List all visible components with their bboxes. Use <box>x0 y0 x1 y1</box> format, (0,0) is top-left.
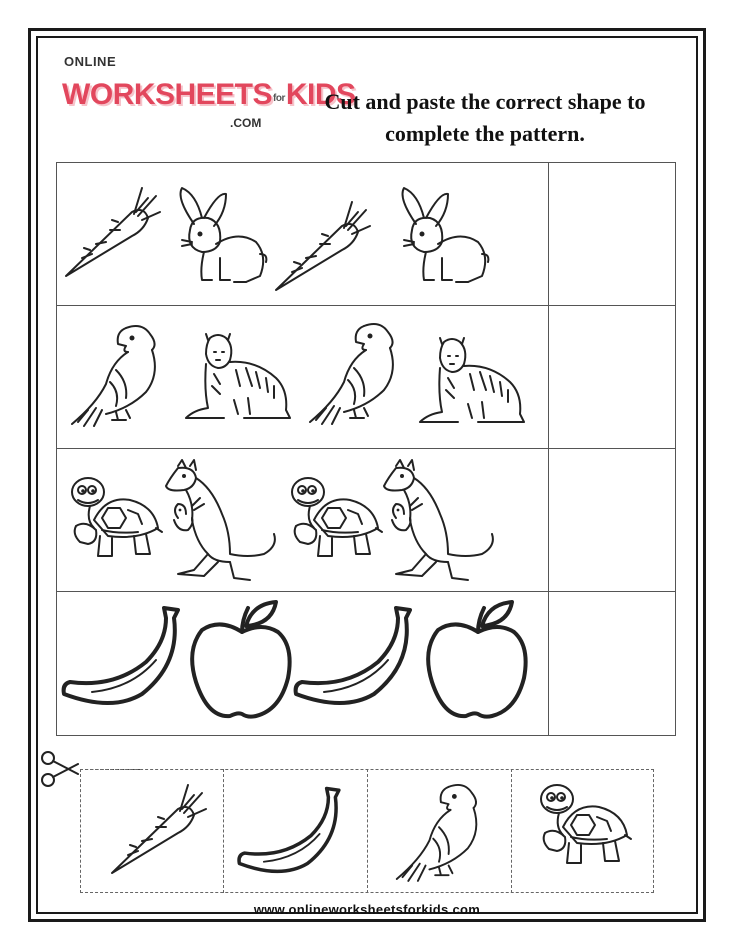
carrot-icon <box>108 779 208 879</box>
cutout-divider-3 <box>511 769 512 893</box>
apple-icon <box>426 598 530 722</box>
logo-com-text: .COM <box>230 116 262 130</box>
logo-for-text: for <box>273 93 285 104</box>
parrot-icon <box>66 320 166 428</box>
cutout-piece-banana[interactable] <box>225 771 366 891</box>
turtle-icon <box>288 470 382 564</box>
parrot-icon <box>391 779 487 883</box>
logo-kids-text: KIDS <box>285 78 356 111</box>
answer-slot-row-2[interactable] <box>550 307 674 447</box>
cutout-piece-parrot[interactable] <box>369 771 510 891</box>
carrot-icon <box>62 184 162 280</box>
instructions-line-1: Cut and paste the correct shape to <box>324 89 646 114</box>
parrot-icon <box>304 318 404 426</box>
grid-divider-row-2 <box>56 448 676 449</box>
tiger-icon <box>184 330 294 424</box>
grid-divider-row-1 <box>56 305 676 306</box>
apple-icon <box>190 598 294 722</box>
carrot-icon <box>272 196 372 296</box>
footer-url[interactable]: www.onlineworksheetsforkids.com <box>253 902 481 917</box>
kangaroo-icon <box>382 458 498 584</box>
cutout-piece-carrot[interactable] <box>82 771 222 891</box>
banana-icon <box>62 604 182 714</box>
cutout-divider-1 <box>223 769 224 893</box>
turtle-icon <box>68 470 162 564</box>
answer-slot-row-3[interactable] <box>550 450 674 590</box>
tiger-icon <box>418 334 528 428</box>
turtle-icon <box>537 777 631 871</box>
logo-online-text: ONLINE <box>64 54 117 69</box>
banana-icon <box>237 785 343 881</box>
kangaroo-icon <box>164 458 280 584</box>
grid-divider-row-3 <box>56 591 676 592</box>
instructions-title <box>300 86 670 150</box>
rabbit-icon <box>386 184 492 288</box>
logo-worksheets-text: WORKSHEETS <box>62 78 273 111</box>
banana-icon <box>294 604 414 714</box>
rabbit-icon <box>164 184 270 288</box>
cutout-divider-2 <box>367 769 368 893</box>
scissors-icon <box>40 748 80 790</box>
answer-slot-row-4[interactable] <box>550 593 674 735</box>
cutout-piece-turtle[interactable] <box>513 771 653 891</box>
answer-slot-row-1[interactable] <box>550 164 674 304</box>
grid-divider-answer-column <box>548 162 549 736</box>
instructions-line-2: complete the pattern. <box>385 121 585 146</box>
